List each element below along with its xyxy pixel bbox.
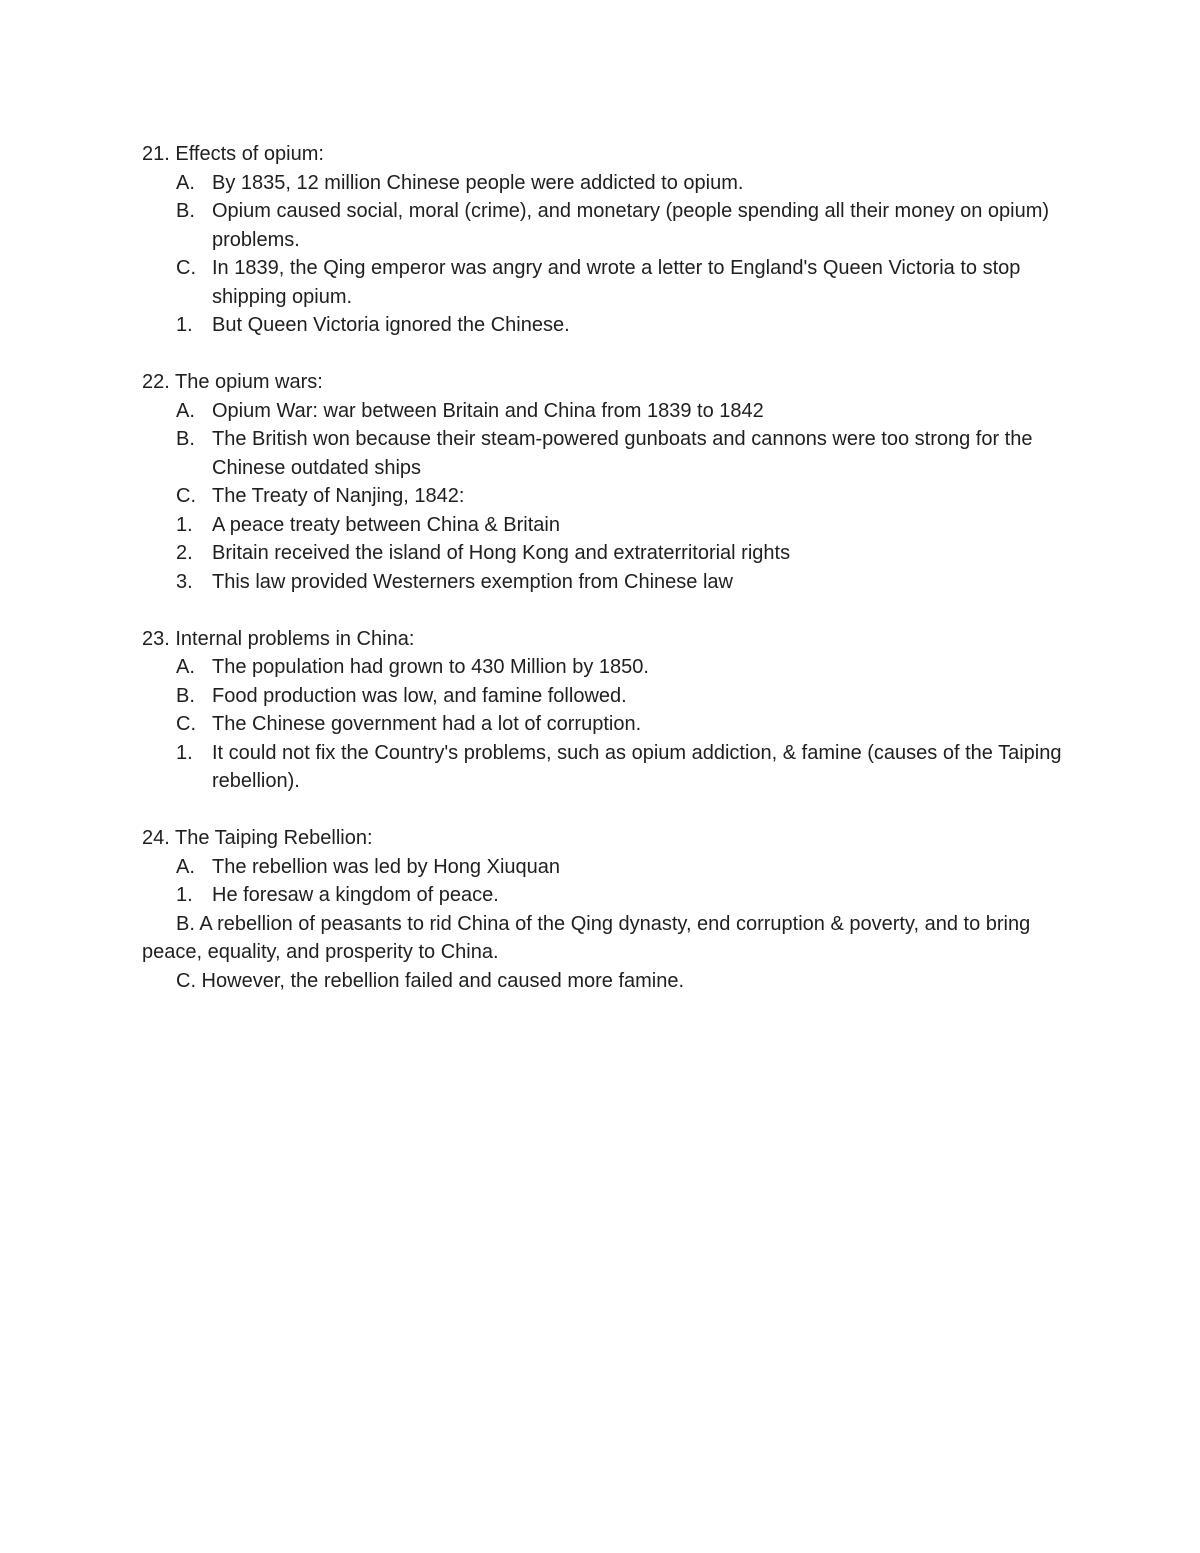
list-item-text: The Treaty of Nanjing, 1842: (212, 485, 465, 507)
list-marker: 1. (176, 741, 193, 764)
paragraph: B. A rebellion of peasants to rid China of the Qing dynasty, end corruption & poverty, and to bring peace, equality, and prosperity to China. (142, 912, 1031, 963)
list-item (142, 653, 1062, 682)
list-item-text: By 1835, 12 million Chinese people were addicted to opium. (212, 171, 744, 194)
list-item-text: He foresaw a kingdom of peace. (212, 884, 499, 906)
section-taiping-rebellion (142, 824, 1062, 995)
document-body (142, 140, 1062, 1024)
list-item (142, 397, 1062, 426)
list-marker: 1. (176, 884, 193, 906)
list-marker: B. (176, 200, 195, 222)
list-item-text: The population had grown to 430 Million by 1850. (212, 656, 649, 678)
section-heading: 23. Internal problems in China: (142, 627, 415, 650)
section-effects-of-opium (142, 140, 1062, 340)
section-heading: 24. The Taiping Rebellion: (142, 827, 373, 849)
list-item (142, 682, 1062, 711)
list-item-text: But Queen Victoria ignored the Chinese. (212, 314, 570, 336)
list-marker: B. (176, 684, 195, 707)
list-item (142, 881, 1062, 910)
list-item (142, 169, 1062, 198)
list-item-text: The rebellion was led by Hong Xiuquan (212, 855, 560, 878)
list-marker: C. (176, 713, 196, 735)
list-marker: C. (176, 257, 196, 279)
list-item (142, 739, 1062, 796)
list-item (142, 710, 1062, 739)
list-item-text: The Chinese government had a lot of corruption. (212, 713, 642, 735)
list-item-text: It could not fix the Country's problems, such as opium addiction, & famine (causes of the Taiping rebellion). (212, 741, 1062, 792)
list-item (142, 254, 1062, 311)
list-marker: B. (176, 428, 195, 450)
list-item (142, 425, 1062, 482)
list-item (142, 197, 1062, 254)
section-opium-wars (142, 368, 1062, 596)
list-item-text: Opium caused social, moral (crime), and monetary (people spending all their money on opium) problems. (212, 200, 1050, 251)
list-item-text: Britain received the island of Hong Kong and extraterritorial rights (212, 542, 791, 564)
list-marker: 2. (176, 542, 193, 564)
list-item-text: This law provided Westerners exemption from Chinese law (212, 570, 733, 593)
list-item (142, 482, 1062, 511)
list-item (142, 568, 1062, 597)
list-marker: 1. (176, 314, 193, 336)
section-internal-problems (142, 625, 1062, 796)
list-item (142, 511, 1062, 540)
section-heading: 21. Effects of opium: (142, 143, 324, 165)
list-item-text: In 1839, the Qing emperor was angry and wrote a letter to England's Queen Victoria to stop shipping opium. (212, 257, 1021, 308)
list-marker: A. (176, 171, 195, 194)
list-item (142, 853, 1062, 882)
list-marker: A. (176, 399, 195, 422)
list-item (142, 311, 1062, 340)
list-marker: 3. (176, 570, 193, 593)
list-marker: A. (176, 656, 195, 678)
list-marker: A. (176, 855, 195, 878)
list-item-text: Food production was low, and famine followed. (212, 684, 627, 707)
paragraph: C. However, the rebellion failed and caused more famine. (176, 969, 685, 992)
section-heading: 22. The opium wars: (142, 371, 323, 393)
list-item-text: The British won because their steam-powered gunboats and cannons were too strong for the Chinese outdated ships (212, 428, 1033, 479)
list-item-text: Opium War: war between Britain and China from 1839 to 1842 (212, 399, 764, 422)
list-marker: C. (176, 485, 196, 507)
list-marker: 1. (176, 513, 193, 536)
list-item-text: A peace treaty between China & Britain (212, 513, 560, 536)
list-item (142, 539, 1062, 568)
